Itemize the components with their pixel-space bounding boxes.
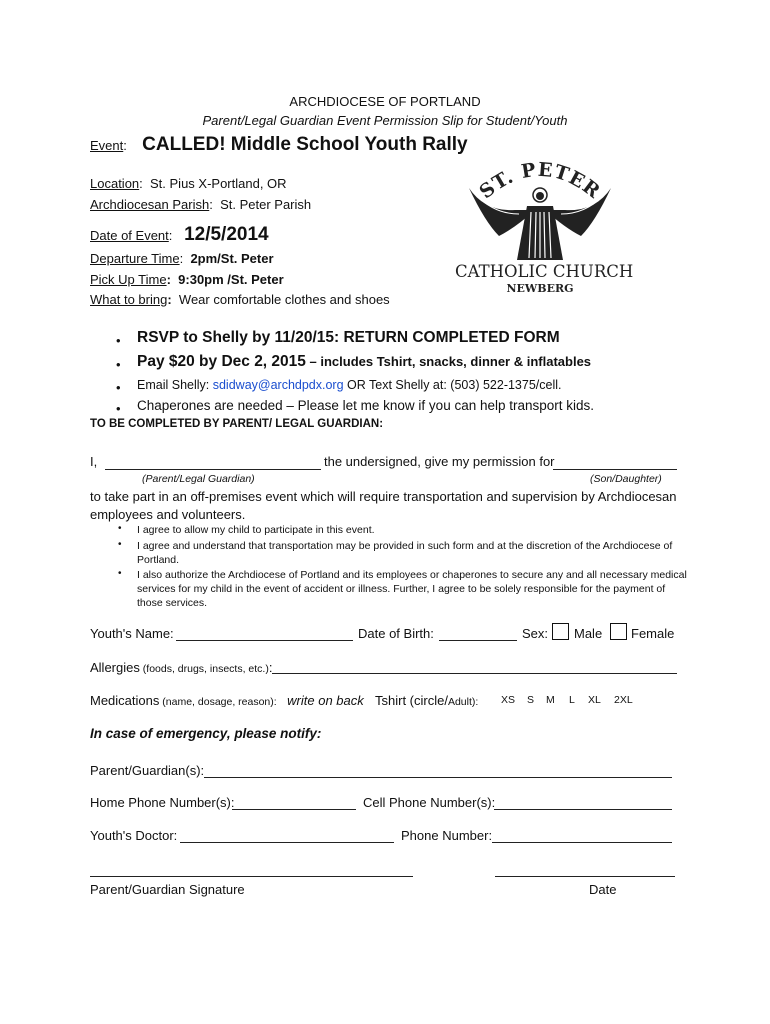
pay-row bbox=[137, 353, 591, 371]
medications-row bbox=[90, 692, 364, 710]
size-m[interactable]: M bbox=[546, 694, 555, 706]
size-2xl[interactable]: 2XL bbox=[614, 694, 633, 706]
bring-label: What to bring bbox=[90, 292, 168, 307]
location-row: Location: St. Pius X-Portland, OR bbox=[90, 176, 287, 191]
consent-item2-line1: I agree and understand that transportation may be provided in such form and at the discretion of the Archdiocese of bbox=[137, 540, 673, 552]
bullet-rsvp: • bbox=[116, 333, 121, 348]
logo-city-text: NEWBERG bbox=[506, 282, 574, 295]
bullet-chaperones: • bbox=[116, 401, 121, 416]
size-xl[interactable]: XL bbox=[588, 694, 601, 706]
item2-bullet: • bbox=[118, 539, 122, 550]
consent-item3-line1: I also authorize the Archdiocese of Portland and its employees or chaperones to secure any and all necessary medical bbox=[137, 569, 687, 581]
event-row: Event: CALLED! Middle School Youth Rally bbox=[90, 134, 468, 155]
child-name-line[interactable] bbox=[553, 469, 677, 470]
event-name: CALLED! Middle School Youth Rally bbox=[142, 134, 468, 155]
tshirt-label: Tshirt bbox=[375, 693, 407, 708]
location-value: St. Pius X-Portland, OR bbox=[150, 176, 287, 191]
cell-phone-line[interactable] bbox=[494, 809, 672, 810]
bullet-email: • bbox=[116, 380, 121, 395]
pickup-row: Pick Up Time: 9:30pm /St. Peter bbox=[90, 272, 284, 287]
consent-item2-line2: Portland. bbox=[137, 554, 180, 566]
consent-undersigned: the undersigned, give my permission for bbox=[324, 454, 555, 469]
pay-rest: – includes Tshirt, snacks, dinner & inflatables bbox=[305, 354, 592, 369]
son-caption: (Son/Daughter) bbox=[590, 473, 662, 485]
emergency-title: In case of emergency, please notify: bbox=[90, 726, 322, 741]
youth-name-label: Youth's Name: bbox=[90, 626, 174, 641]
doctor-label: Youth's Doctor: bbox=[90, 828, 178, 843]
consent-para-line1: to take part in an off-premises event which will require transportation and supervision by Archdiocesan bbox=[90, 489, 677, 504]
logo-church-text: CATHOLIC CHURCH bbox=[455, 262, 634, 281]
sex-label: Sex: bbox=[522, 626, 549, 641]
pickup-value: 9:30pm /St. Peter bbox=[178, 272, 284, 287]
meds-note: write on back bbox=[287, 693, 364, 708]
bring-row: What to bring: Wear comfortable clothes and shoes bbox=[90, 292, 390, 307]
home-phone-label: Home Phone Number(s): bbox=[90, 795, 235, 810]
email-link[interactable]: sdidway@archdpdx.org bbox=[212, 378, 344, 392]
guardian-line[interactable] bbox=[204, 777, 672, 778]
dob-label: Date of Birth: bbox=[358, 626, 434, 641]
logo-arc-text: ST. PETER bbox=[475, 158, 605, 204]
male-checkbox[interactable] bbox=[552, 623, 569, 640]
guardian-label: Parent/Guardian(s): bbox=[90, 763, 205, 778]
pay-main: Pay $20 by Dec 2, 2015 bbox=[137, 353, 306, 370]
departure-value: 2pm/St. Peter bbox=[190, 251, 274, 266]
doctor-phone-label: Phone Number: bbox=[401, 828, 493, 843]
doctor-phone-line[interactable] bbox=[492, 842, 672, 843]
female-checkbox[interactable] bbox=[610, 623, 627, 640]
parent-caption: (Parent/Legal Guardian) bbox=[142, 473, 255, 485]
item1-bullet: • bbox=[118, 523, 122, 534]
tshirt-hint: (circle/ bbox=[406, 693, 448, 708]
parent-name-line[interactable] bbox=[105, 469, 321, 470]
tshirt-row bbox=[375, 692, 478, 710]
rsvp-text: RSVP to Shelly by 11/20/15: RETURN COMPLETED FORM bbox=[137, 329, 560, 346]
male-label: Male bbox=[574, 626, 603, 641]
allergies-row bbox=[90, 659, 272, 677]
org-heading: ARCHDIOCESE OF PORTLAND bbox=[289, 94, 481, 109]
email-suffix: OR Text Shelly at: (503) 522-1375/cell. bbox=[343, 378, 562, 392]
date-label: Date of Event bbox=[90, 228, 169, 243]
meds-label: Medications bbox=[90, 693, 160, 708]
allergies-colon: : bbox=[268, 660, 273, 675]
parish-row: Archdiocesan Parish: St. Peter Parish bbox=[90, 197, 312, 212]
signature-date-line[interactable] bbox=[495, 876, 675, 877]
item3-bullet: • bbox=[118, 568, 122, 579]
size-l[interactable]: L bbox=[569, 694, 575, 706]
female-label: Female bbox=[631, 626, 675, 641]
section-title: TO BE COMPLETED BY PARENT/ LEGAL GUARDIAN: bbox=[90, 418, 384, 430]
size-s[interactable]: S bbox=[527, 694, 535, 706]
consent-item3-line3: those services. bbox=[137, 597, 208, 609]
event-label: Event bbox=[90, 138, 124, 153]
consent-item1: I agree to allow my child to participate in this event. bbox=[137, 524, 375, 536]
date-value: 12/5/2014 bbox=[184, 224, 269, 245]
signature-line[interactable] bbox=[90, 876, 413, 877]
consent-item3-line2: services for my child in the event of accident or illness. Further, I agree to be solely responsible for the payment of bbox=[137, 583, 666, 595]
doctor-line[interactable] bbox=[180, 842, 394, 843]
home-phone-line[interactable] bbox=[232, 809, 356, 810]
departure-label: Departure Time bbox=[90, 251, 180, 266]
allergies-label: Allergies bbox=[90, 660, 140, 675]
signature-label: Parent/Guardian Signature bbox=[90, 882, 245, 897]
date-row: Date of Event: 12/5/2014 bbox=[90, 224, 269, 245]
allergies-hint: (foods, drugs, insects, etc.) bbox=[139, 663, 269, 675]
youth-name-line[interactable] bbox=[176, 640, 353, 641]
bullet-pay: • bbox=[116, 357, 121, 372]
meds-hint: (name, dosage, reason): bbox=[159, 696, 277, 708]
chaperones-text: Chaperones are needed – Please let me know if you can help transport kids. bbox=[137, 398, 595, 413]
consent-i: I, bbox=[90, 454, 98, 469]
parish-label: Archdiocesan Parish bbox=[90, 197, 210, 212]
pickup-label: Pick Up Time bbox=[90, 272, 167, 287]
location-label: Location bbox=[90, 176, 140, 191]
consent-para-line2: employees and volunteers. bbox=[90, 507, 246, 522]
allergies-line[interactable] bbox=[272, 673, 677, 674]
size-xs[interactable]: XS bbox=[501, 694, 516, 706]
tshirt-hint-adult: Adult): bbox=[447, 696, 479, 708]
cell-phone-label: Cell Phone Number(s): bbox=[363, 795, 496, 810]
parish-value: St. Peter Parish bbox=[220, 197, 312, 212]
email-row bbox=[137, 378, 562, 392]
dob-line[interactable] bbox=[439, 640, 517, 641]
departure-row: Departure Time: 2pm/St. Peter bbox=[90, 251, 274, 266]
form-subtitle: Parent/Legal Guardian Event Permission Slip for Student/Youth bbox=[202, 113, 568, 128]
signature-date-label: Date bbox=[589, 882, 617, 897]
bring-value: Wear comfortable clothes and shoes bbox=[178, 292, 390, 307]
email-prefix: Email Shelly: bbox=[137, 378, 213, 392]
